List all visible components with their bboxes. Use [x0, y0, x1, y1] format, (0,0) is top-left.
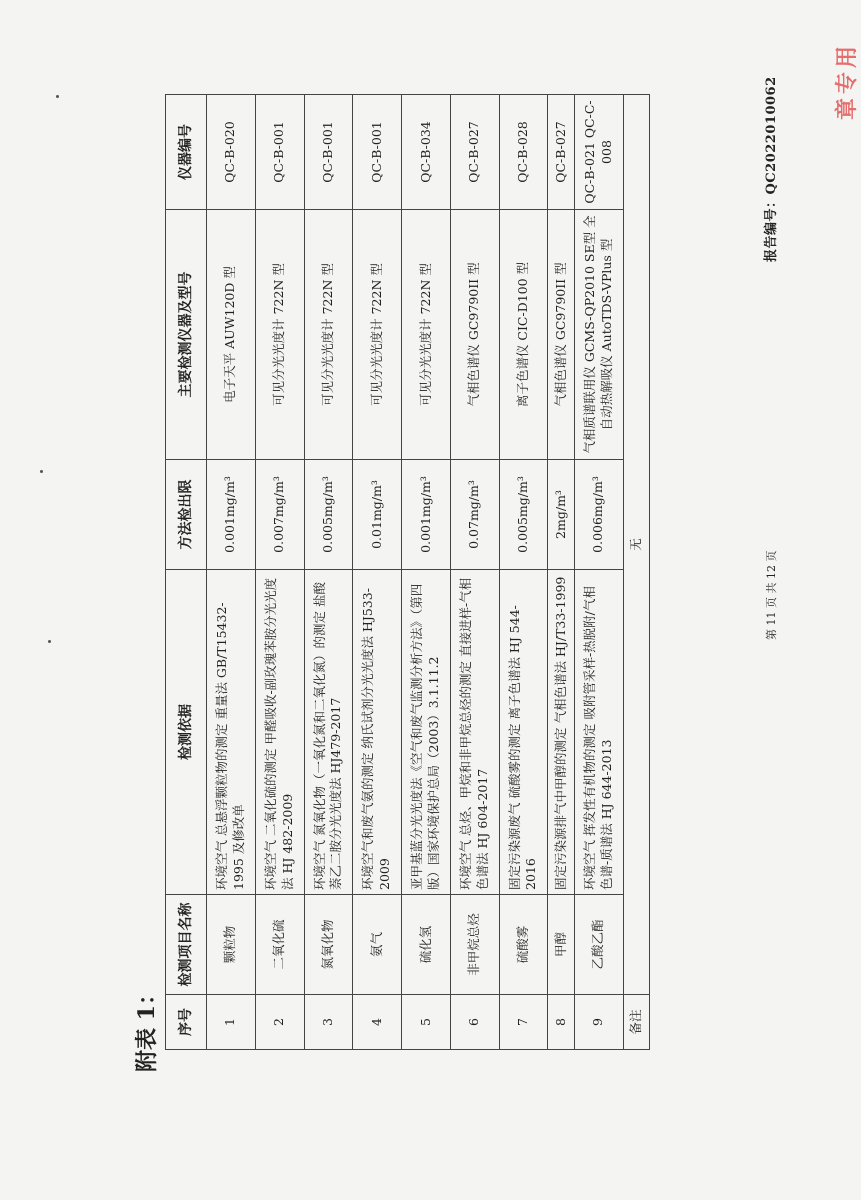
- cell-item: 二氧化硫: [255, 895, 304, 995]
- page-footer: 第 11 页 共 12 页: [765, 550, 778, 640]
- cell-limit: 0.07mg/m³: [450, 460, 499, 570]
- cell-code: QC-B-027: [548, 95, 574, 210]
- cell-code: QC-B-020: [207, 95, 256, 210]
- cell-instrument: 气相色谱仪 GC9790II 型: [548, 210, 574, 460]
- cell-instrument: 可见分光光度计 722N 型: [402, 210, 451, 460]
- cell-no: 5: [402, 995, 451, 1050]
- cell-basis: 固定污染源排气中甲醇的测定 气相色谱法 HJ/T33-1999: [548, 570, 574, 895]
- cell-no: 1: [207, 995, 256, 1050]
- remark-label: 备注: [623, 995, 650, 1050]
- report-number: 报告编号：QC202201006​2: [764, 76, 779, 262]
- cell-instrument: 气相质谱联用仪 GCMS-QP2010 SE型 全自动热解吸仪 AutoTDS-VPlus 型: [574, 210, 623, 460]
- red-stamp-fragment: 章专用: [834, 41, 860, 120]
- cell-code: QC-B-034: [402, 95, 451, 210]
- cell-no: 8: [548, 995, 574, 1050]
- cell-item: 乙酸乙酯: [574, 895, 623, 995]
- table-row: [450, 95, 499, 1050]
- cell-no: 6: [450, 995, 499, 1050]
- header-code: 仪器编号: [166, 95, 207, 210]
- cell-basis: 环境空气 二氧化硫的测定 甲醛吸收-副玫瑰苯胺分光光度法 HJ 482-2009: [255, 570, 304, 895]
- cell-item: 非甲烷总烃: [450, 895, 499, 995]
- table-row: [499, 95, 548, 1050]
- test-method-table: [165, 94, 650, 1050]
- cell-code: QC-B-001: [255, 95, 304, 210]
- cell-basis: 环境空气和废气氨的测定 纳氏试剂分光光度法 HJ533-2009: [353, 570, 402, 895]
- cell-item: 氨气: [353, 895, 402, 995]
- cell-item: 硫化氢: [402, 895, 451, 995]
- cell-item: 氮氧化物: [304, 895, 353, 995]
- remark-value: 无: [623, 95, 650, 995]
- cell-no: 4: [353, 995, 402, 1050]
- cell-item: 硫酸雾: [499, 895, 548, 995]
- scan-speck: [56, 95, 59, 98]
- cell-limit: 0.005mg/m³: [304, 460, 353, 570]
- table-row: [207, 95, 256, 1050]
- cell-instrument: 气相色谱仪 GC9790II 型: [450, 210, 499, 460]
- cell-code: QC-B-021 QC-C-008: [574, 95, 623, 210]
- cell-limit: 0.001mg/m³: [402, 460, 451, 570]
- cell-code: QC-B-001: [353, 95, 402, 210]
- cell-limit: 0.005mg/m³: [499, 460, 548, 570]
- table-row: [353, 95, 402, 1050]
- cell-no: 9: [574, 995, 623, 1050]
- cell-instrument: 电子天平 AUW120D 型: [207, 210, 256, 460]
- cell-basis: 环境空气 总烃、甲烷和非甲烷总烃的测定 直接进样-气相色谱法 HJ 604-2017: [450, 570, 499, 895]
- table-header-row: [166, 95, 207, 1050]
- cell-basis: 亚甲基蓝分光光度法《空气和废气监测分析方法》（第四版）国家环境保护总局（2003）3.1.11.2: [402, 570, 451, 895]
- cell-basis: 环境空气 总悬浮颗粒物的测定 重量法 GB/T15432-1995 及修改单: [207, 570, 256, 895]
- table-row: [574, 95, 623, 1050]
- cell-limit: 2mg/m³: [548, 460, 574, 570]
- table-row: [402, 95, 451, 1050]
- cell-no: 3: [304, 995, 353, 1050]
- cell-code: QC-B-028: [499, 95, 548, 210]
- header-limit: 方法检出限: [166, 460, 207, 570]
- annex-title: 附表 1：: [134, 983, 160, 1072]
- header-no: 序号: [166, 995, 207, 1050]
- cell-instrument: 可见分光光度计 722N 型: [353, 210, 402, 460]
- cell-instrument: 可见分光光度计 722N 型: [255, 210, 304, 460]
- cell-instrument: 离子色谱仪 CIC-D100 型: [499, 210, 548, 460]
- cell-no: 2: [255, 995, 304, 1050]
- cell-limit: 0.006mg/m³: [574, 460, 623, 570]
- cell-basis: 固定污染源废气 硫酸雾的测定 离子色谱法 HJ 544-2016: [499, 570, 548, 895]
- cell-code: QC-B-001: [304, 95, 353, 210]
- cell-no: 7: [499, 995, 548, 1050]
- cell-limit: 0.01mg/m³: [353, 460, 402, 570]
- scan-speck: [40, 470, 43, 473]
- header-basis: 检测依据: [166, 570, 207, 895]
- cell-basis: 环境空气 挥发性有机物的测定 吸附管采样-热脱附/气相色谱-质谱法 HJ 644-2013: [574, 570, 623, 895]
- cell-item: 甲醇: [548, 895, 574, 995]
- remark-row: [623, 95, 650, 1050]
- table-row: [304, 95, 353, 1050]
- cell-basis: 环境空气 氮氧化物（一氧化氮和二氧化氮）的测定 盐酸萘乙二胺分光光度法 HJ479-2017: [304, 570, 353, 895]
- table-row: [255, 95, 304, 1050]
- cell-instrument: 可见分光光度计 722N 型: [304, 210, 353, 460]
- cell-item: 颗粒物: [207, 895, 256, 995]
- scan-speck: [48, 640, 51, 643]
- header-instrument: 主要检测仪器及型号: [166, 210, 207, 460]
- cell-code: QC-B-027: [450, 95, 499, 210]
- cell-limit: 0.007mg/m³: [255, 460, 304, 570]
- table-row: [548, 95, 574, 1050]
- header-item: 检测项目名称: [166, 895, 207, 995]
- cell-limit: 0.001mg/m³: [207, 460, 256, 570]
